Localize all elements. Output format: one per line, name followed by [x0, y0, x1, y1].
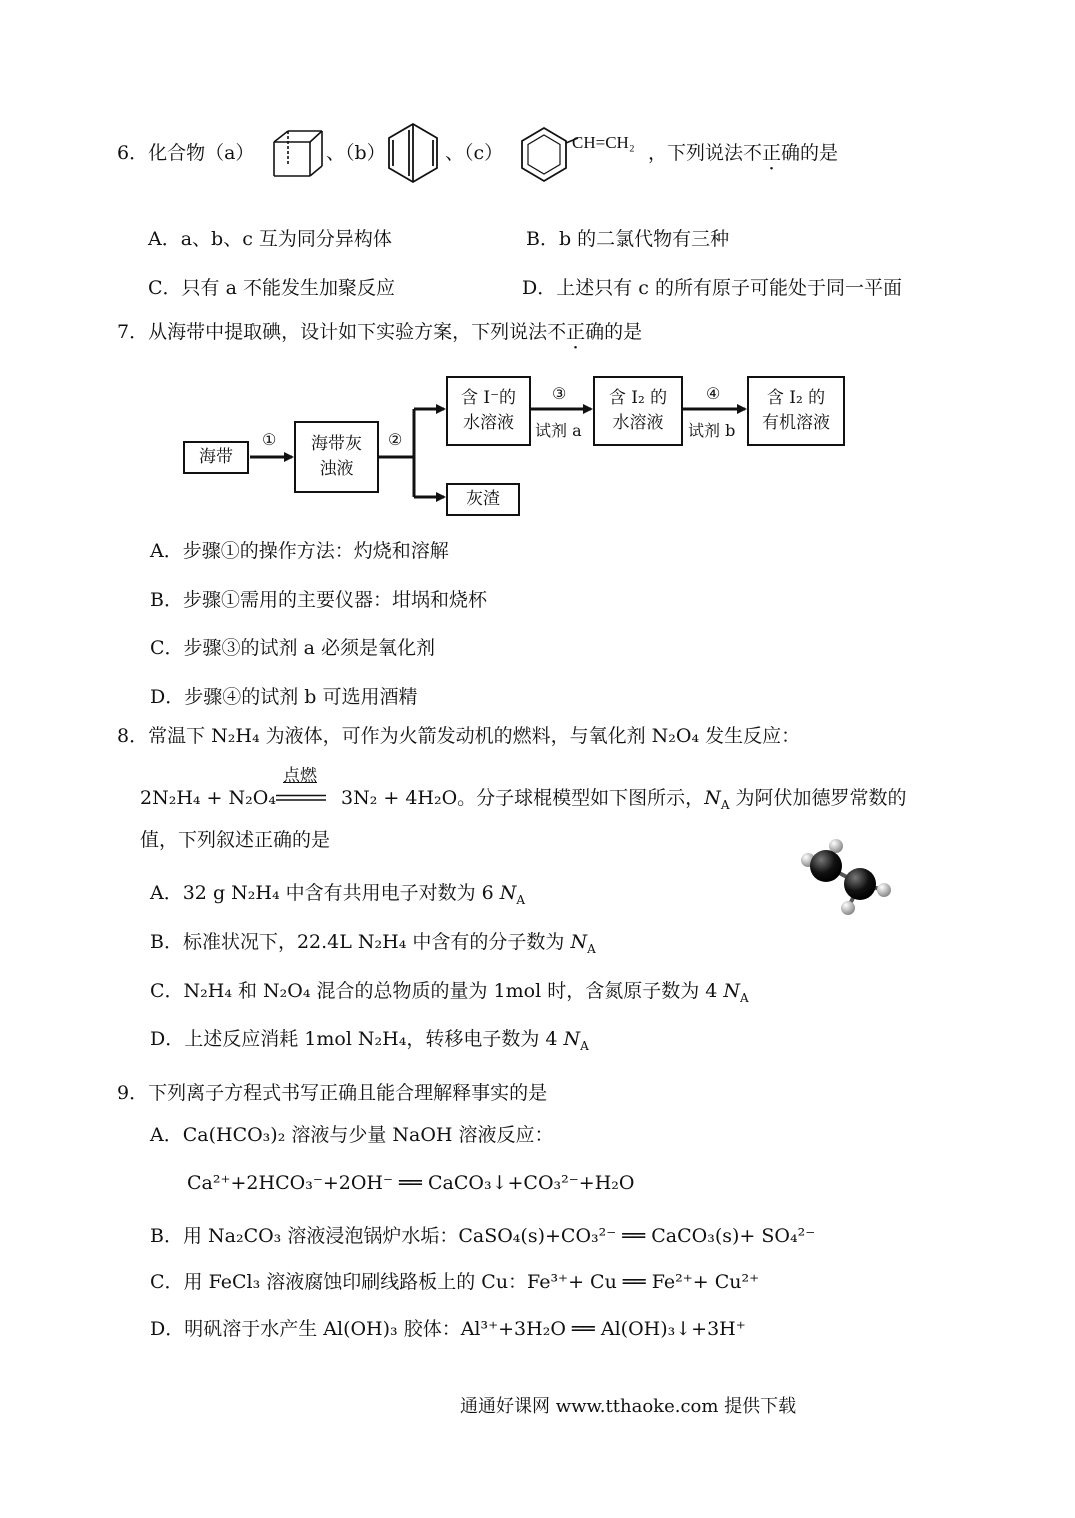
flow-box-ash-suspension: 海带灰 浊液 — [294, 421, 379, 493]
q8-option-a: A．32 g N₂H₄ 中含有共用电子对数为 6 $N_A$ — [150, 882, 526, 907]
flow-box-iodine-organic: 含 I₂ 的 有机溶液 — [747, 376, 845, 446]
footer-source: 通通好课网 www.tthaoke.com 提供下载 — [460, 1396, 797, 1417]
step-4-label: ④ — [706, 384, 721, 403]
q8-stem-line1: 8．常温下 N₂H₄ 为液体，可作为火箭发动机的燃料，与氧化剂 N₂O₄ 发生反应： — [117, 725, 801, 747]
q9-option-c: C．用 FeCl₃ 溶液腐蚀印刷线路板上的 Cu：Fe³⁺+ Cu ══ Fe²⁺+ Cu²⁺ — [150, 1271, 760, 1293]
q8-option-c: C．N₂H₄ 和 N₂O₄ 混合的总物质的量为 1mol 时，含氮原子数为 4 $N_A$ — [150, 980, 749, 1005]
q7-option-b: B．步骤①需用的主要仪器：坩埚和烧杯 — [150, 589, 487, 611]
q6-option-c: C．只有 a 不能发生加聚反应 — [148, 277, 395, 299]
q6-c-label: 、（c） — [445, 142, 504, 164]
q8-equation-left: 2N₂H₄ + N₂O₄ — [140, 787, 276, 809]
flow-box-iodine-aqueous: 含 I₂ 的 水溶液 — [593, 376, 683, 446]
q7-stem: 7．从海带中提取碘，设计如下实验方案，下列说法不正确的是 — [117, 321, 643, 343]
q9-stem: 9．下列离子方程式书写正确且能合理解释事实的是 — [117, 1082, 548, 1104]
reaction-condition-ignite: 点燃 — [283, 766, 317, 786]
emphasis-not-correct: 不正确 — [547, 321, 605, 343]
q6-number: 6． — [117, 142, 149, 164]
q8-option-d: D．上述反应消耗 1mol N₂H₄，转移电子数为 4 $N_A$ — [150, 1028, 589, 1053]
q8-option-b: B．标准状况下，22.4L N₂H₄ 中含有的分子数为 $N_A$ — [150, 931, 596, 956]
q7-option-a: A．步骤①的操作方法：灼烧和溶解 — [150, 540, 449, 562]
q9-option-d: D．明矾溶于水产生 Al(OH)₃ 胶体：Al³⁺+3H₂O ══ Al(OH)₃↓+3H⁺ — [150, 1318, 746, 1340]
emphasis-not-correct: 不正确 — [743, 142, 801, 164]
step-3-label: ③ — [552, 384, 567, 403]
reagent-b-label: 试剂 b — [688, 421, 736, 440]
q9-option-a: A．Ca(HCO₃)₂ 溶液与少量 NaOH 溶液反应： — [150, 1124, 554, 1146]
q9-option-b: B．用 Na₂CO₃ 溶液浸泡锅炉水垢：CaSO₄(s)+CO₃²⁻ ══ CaCO₃(s)+ SO₄²⁻ — [150, 1225, 816, 1247]
styrene-substituent: CH=CH₂ — [572, 133, 635, 152]
step-1-label: ① — [262, 430, 277, 449]
q6-option-d: D．上述只有 c 的所有原子可能处于同一平面 — [522, 277, 902, 299]
flow-box-seaweed: 海带 — [183, 441, 249, 474]
q6-tail: ，下列说法不正确的是 — [648, 142, 839, 164]
flow-box-residue: 灰渣 — [446, 483, 520, 516]
reagent-a-label: 试剂 a — [535, 421, 582, 440]
q6-b-label: 、（b） — [326, 142, 386, 164]
q8-equation-right: 3N₂ + 4H₂O。分子球棍模型如下图所示，$N_A$ 为阿伏加德罗常数的 — [341, 787, 907, 812]
equation-double-line — [276, 794, 326, 802]
q6-option-a: A．a、b、c 互为同分异构体 — [148, 228, 392, 250]
q8-stem-line3: 值，下列叙述正确的是 — [140, 829, 331, 851]
hydrazine-ball-stick-model — [790, 838, 898, 922]
step-2-label: ② — [388, 430, 403, 449]
q6-option-b: B．b 的二氯代物有三种 — [526, 228, 730, 250]
q7-option-c: C．步骤③的试剂 a 必须是氧化剂 — [150, 637, 435, 659]
flowchart-arrows — [0, 0, 1075, 560]
q7-option-d: D．步骤④的试剂 b 可选用酒精 — [150, 686, 418, 708]
flow-box-iodide-solution: 含 I⁻的 水溶液 — [446, 376, 531, 446]
q6-lead: 化合物（a） — [148, 142, 255, 164]
q9-option-a-equation: Ca²⁺+2HCO₃⁻+2OH⁻ ══ CaCO₃↓+CO₃²⁻+H₂O — [187, 1172, 635, 1194]
